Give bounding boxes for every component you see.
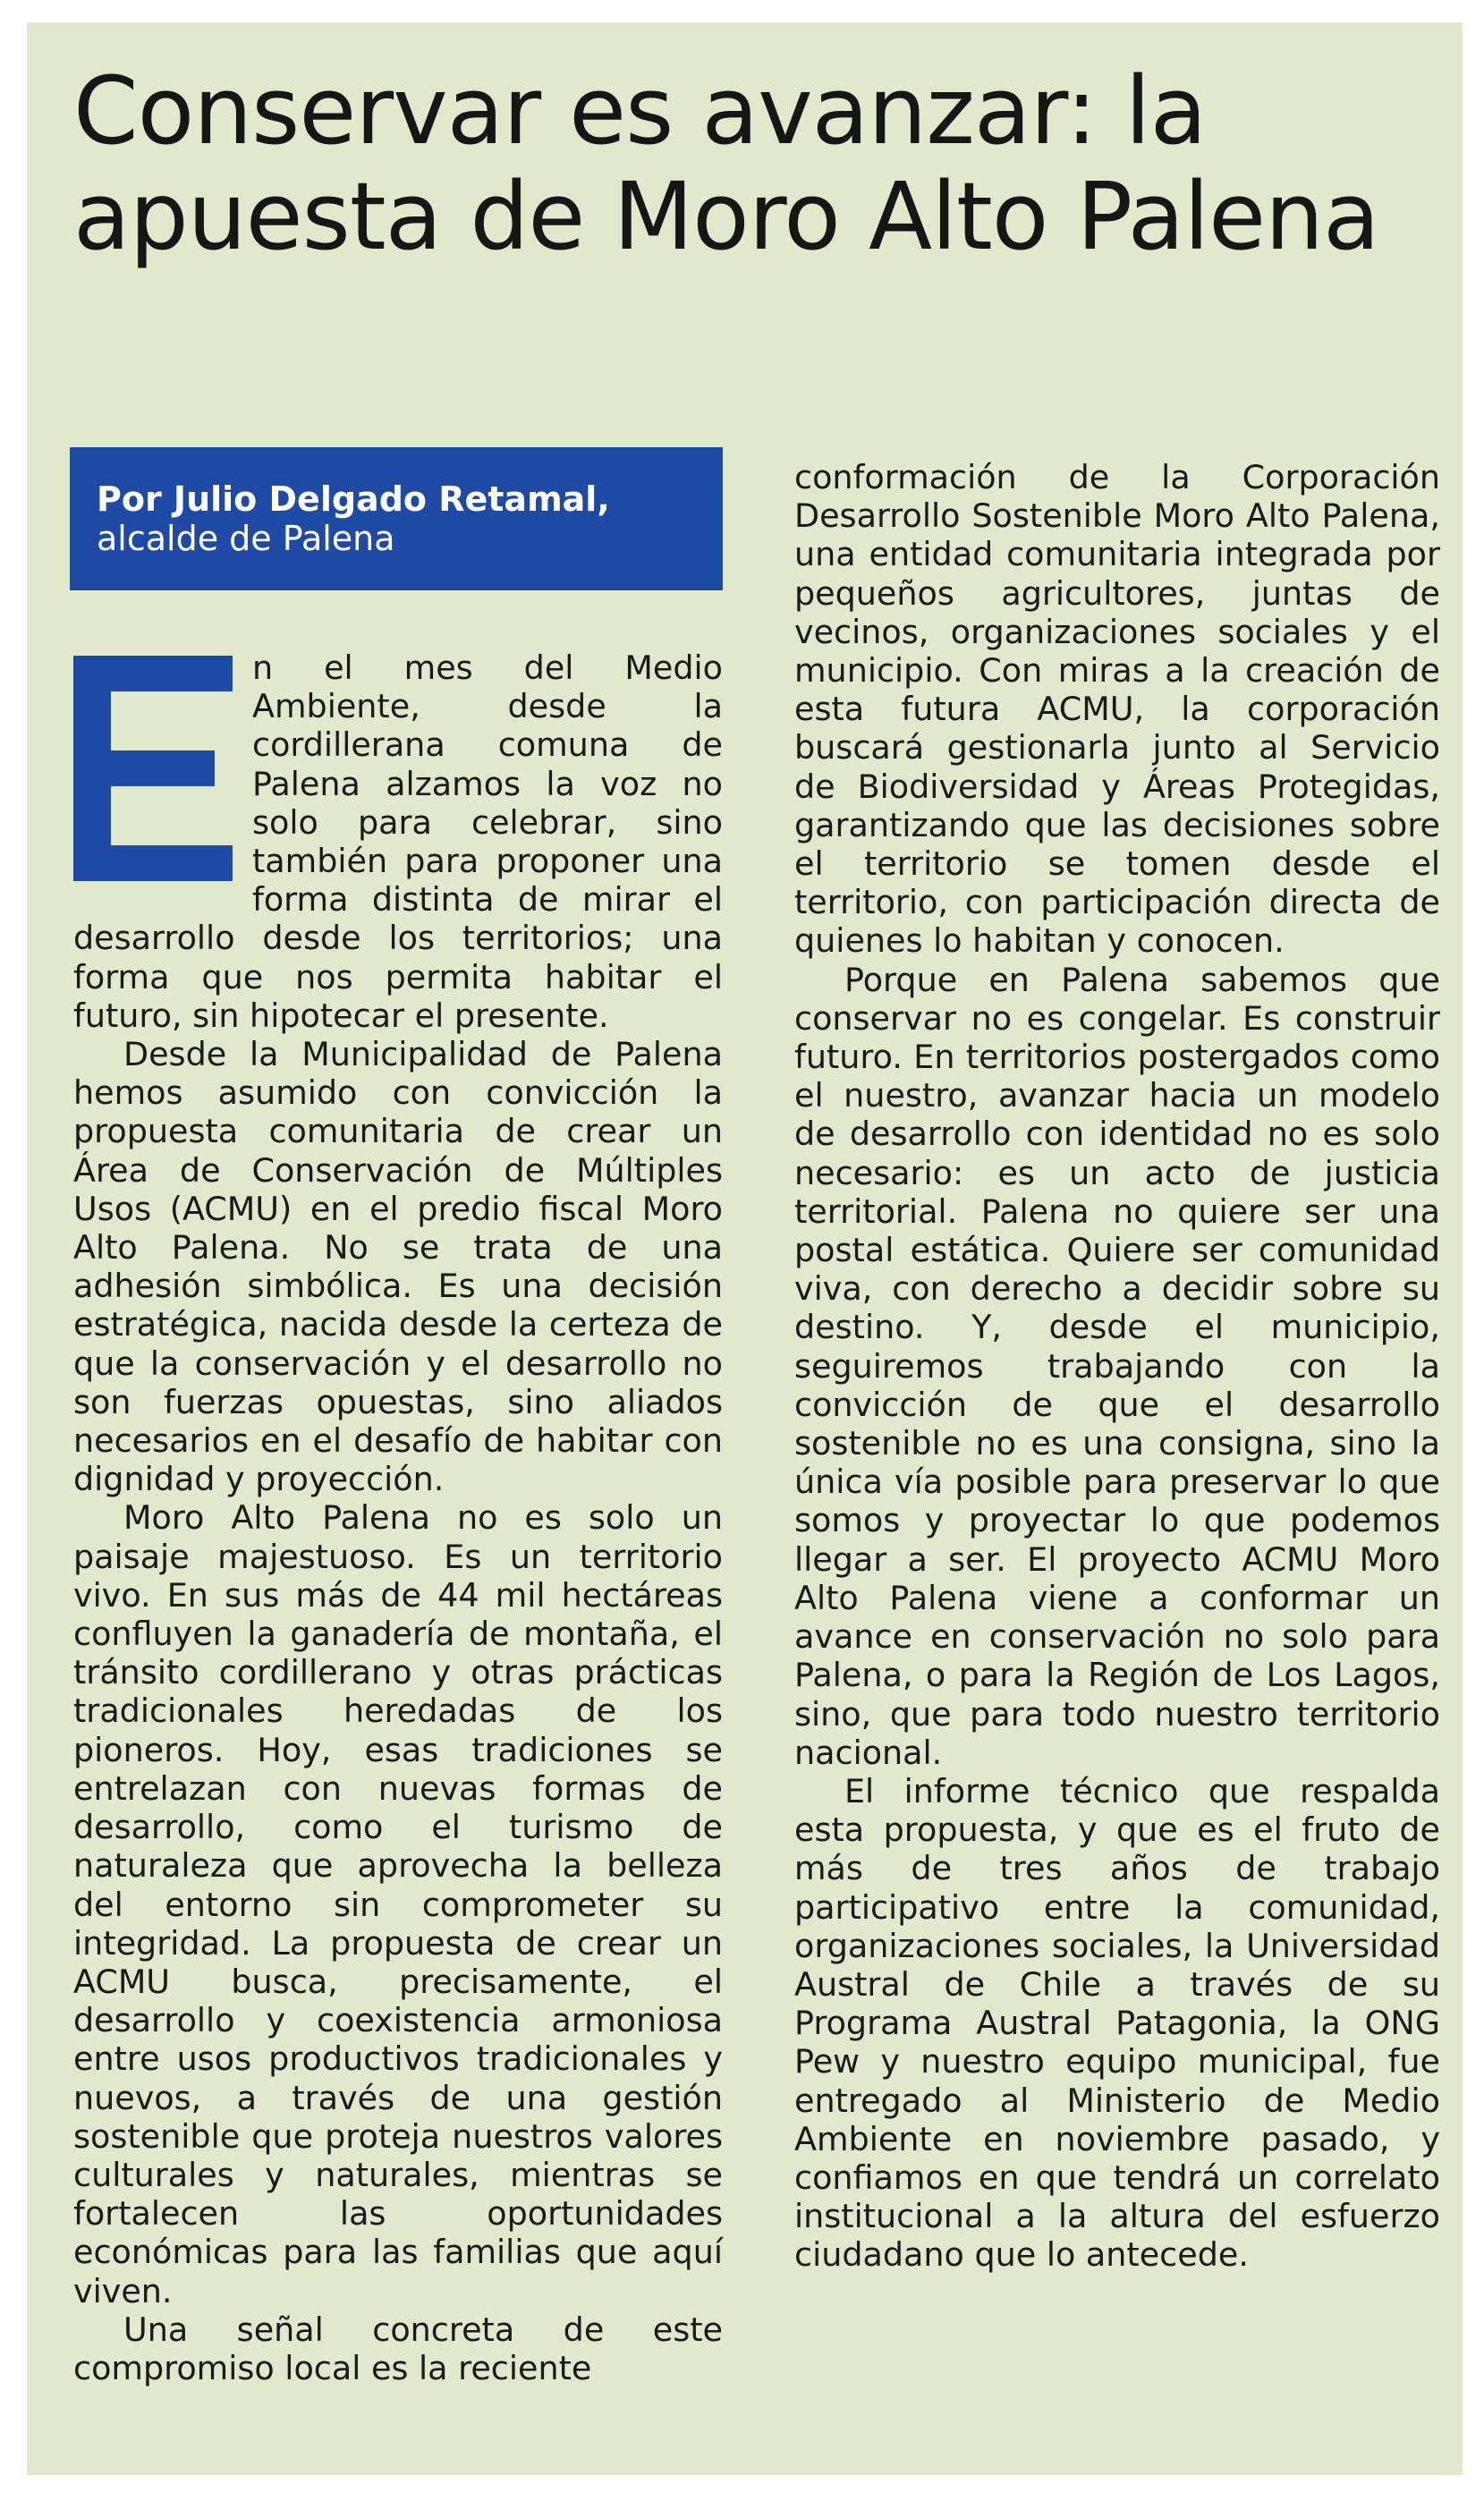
- byline-role: alcalde de Palena: [97, 519, 395, 558]
- paragraph-5: conformación de la Corporación Desarrollo Sostenible Moro Alto Palena, una entidad comunitaria integrada por pequeños agricultores, juntas de vecinos, organizaciones sociales y el municipio. Con miras a la creación de esta futura ACMU, la corporación buscará gestionarla junto al Servicio de Biodiversidad y Áreas Protegidas, garantizando que las decisiones sobre el territorio se tomen desde el territorio, con participación directa de quienes lo habitan y conocen.: [794, 458, 1440, 961]
- paragraph-7: El informe técnico que respalda esta propuesta, y que es el fruto de más de tres años de trabajo participativo entre la comunidad, organizaciones sociales, la Universidad Austral de Chile a través de su Programa Austral Patagonia, la ONG Pew y nuestro equipo municipal, fue entregado al Ministerio de Medio Ambiente en noviembre pasado, y confiamos en que tendrá un correlato institucional a la altura del esfuerzo ciudadano que lo antecede.: [794, 1771, 1440, 2275]
- byline-box: [70, 447, 723, 590]
- paragraph-4: Una señal concreta de este compromiso local es la reciente: [73, 2310, 723, 2387]
- article-panel: [27, 22, 1463, 2475]
- paragraph-3: Moro Alto Palena no es solo un paisaje majestuoso. Es un territorio vivo. En sus más de 44 mil hectáreas confluyen la ganadería de montaña, el tránsito cordillerano y otras prácticas tradicionales heredadas de los pioneros. Hoy, esas tradiciones se entrelazan con nuevas formas de desarrollo, como el turismo de naturaleza que aprovecha la belleza del entorno sin comprometer su integridad. La propuesta de crear un ACMU busca, precisamente, el desarrollo y coexistencia armoniosa entre usos productivos tradicionales y nuevos, a través de una gestión sostenible que proteja nuestros valores culturales y naturales, mientras se fortalecen las oportunidades económicas para las familias que aquí viven.: [73, 1498, 723, 2310]
- paragraph-1: n el mes del Medio Ambiente, desde la cordillerana comuna de Palena alzamos la voz no solo para celebrar, sino también para proponer una forma distinta de mirar el desarrollo desde los territorios; una forma que nos permita habitar el futuro, sin hipotecar el presente.: [73, 649, 723, 1035]
- paragraph-2: Desde la Municipalidad de Palena hemos asumido con convicción la propuesta comunitaria de crear un Área de Conservación de Múltiples Usos (ACMU) en el predio fiscal Moro Alto Palena. No se trata de una adhesión simbólica. Es una decisión estratégica, nacida desde la certeza de que la conservación y el desarrollo no son fuerzas opuestas, sino aliados necesarios en el desafío de habitar con dignidad y proyección.: [73, 1035, 723, 1499]
- left-column: [73, 649, 723, 2387]
- headline: Conservar es avanzar: la apuesta de Moro Alto Palena: [73, 56, 1379, 271]
- right-column: [794, 458, 1440, 2275]
- dropcap-e: [73, 656, 233, 881]
- paragraph-6: Porque en Palena sabemos que conservar no es congelar. Es construir futuro. En territorios postergados como el nuestro, avanzar hacia un modelo de desarrollo con identidad no es solo necesario: es un acto de justicia territorial. Palena no quiere ser una postal estática. Quiere ser comunidad viva, con derecho a decidir sobre su destino. Y, desde el municipio, seguiremos trabajando con la convicción de que el desarrollo sostenible no es una consigna, sino la única vía posible para preservar lo que somos y proyectar lo que podemos llegar a ser. El proyecto ACMU Moro Alto Palena viene a conformar un avance en conservación no solo para Palena, o para la Región de Los Lagos, sino, que para todo nuestro territorio nacional.: [794, 960, 1440, 1772]
- byline-author: Por Julio Delgado Retamal,: [97, 479, 610, 519]
